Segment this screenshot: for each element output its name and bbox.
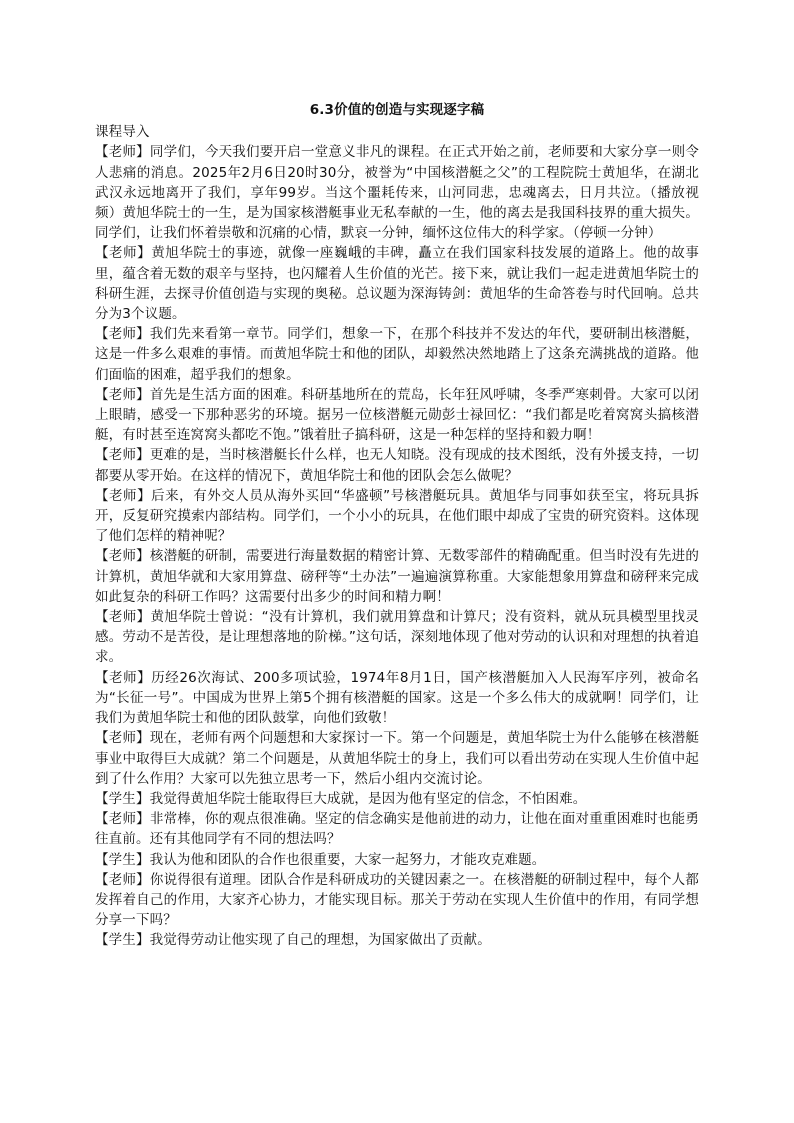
transcript-paragraph <box>95 809 699 849</box>
paragraph-text: 首先是生活方面的困难。科研基地所在的荒岛，长年狂风呼啸，冬季严寒刺骨。大家可以闭上眼睛，感受一下那种恶劣的环境。据另一位核潜艇元勋彭士禄回忆：“我们都是吃着窝窝头搞核潜艇，有时甚至连窝窝头都吃不饱。”饿着肚子搞科研，这是一种怎样的坚持和毅力啊！ <box>95 386 699 444</box>
paragraph-text: 更难的是，当时核潜艇长什么样，也无人知晓。没有现成的技术图纸，没有外援支持，一切都要从零开始。在这样的情况下，黄旭华院士和他的团队会怎么做呢？ <box>95 447 699 484</box>
paragraph-text: 现在，老师有两个问题想和大家探讨一下。第一个问题是，黄旭华院士为什么能够在核潜艇事业中取得巨大成就？第二个问题是，从黄旭华院士的身上，我们可以看出劳动在实现人生价值中起到了什么作用？大家可以先独立思考一下，然后小组内交流讨论。 <box>95 730 699 787</box>
transcript-paragraph <box>95 385 699 446</box>
speaker-label: 【学生】 <box>95 790 150 807</box>
speaker-label: 【老师】 <box>95 447 150 464</box>
speaker-label: 【学生】 <box>95 851 150 868</box>
speaker-label: 【老师】 <box>95 487 152 504</box>
transcript-paragraph <box>95 486 699 547</box>
transcript-paragraph <box>95 870 699 931</box>
speaker-label: 【老师】 <box>95 669 152 686</box>
speaker-label: 【老师】 <box>95 144 150 161</box>
transcript-paragraph <box>95 850 699 870</box>
paragraph-text: 黄旭华院士的事迹，就像一座巍峨的丰碑，矗立在我们国家科技发展的道路上。他的故事里，蕴含着无数的艰辛与坚持，也闪耀着人生价值的光芒。接下来，就让我们一起走进黄旭华院士的科研生涯，去探寻价值创造与实现的奥秘。总议题为深海铸剑：黄旭华的生命答卷与时代回响。总共分为3个议题。 <box>95 245 699 323</box>
paragraph-text: 我们先来看第一章节。同学们，想象一下，在那个科技并不发达的年代，要研制出核潜艇，这是一件多么艰难的事情。而黄旭华院士和他的团队，却毅然决然地踏上了这条充满挑战的道路。他们面临的困难，超乎我们的想象。 <box>95 326 699 383</box>
paragraph-text: 我觉得黄旭华院士能取得巨大成就，是因为他有坚定的信念，不怕困难。 <box>149 790 587 807</box>
document-page <box>95 100 699 951</box>
speaker-label: 【老师】 <box>95 326 150 343</box>
speaker-label: 【老师】 <box>95 871 150 888</box>
paragraph-text: 后来，有外交人员从海外买回“华盛顿”号核潜艇玩具。黄旭华与同事如获至宝，将玩具拆开，反复研究摸索内部结构。同学们，一个小小的玩具，在他们眼中却成了宝贵的研究资料。这体现了他们怎样的精神呢？ <box>95 487 699 545</box>
transcript-paragraph <box>95 324 699 385</box>
transcript-body <box>95 142 699 950</box>
transcript-paragraph <box>95 728 699 789</box>
paragraph-text: 黄旭华院士曾说：“没有计算机，我们就用算盘和计算尺；没有资料，就从玩具模型里找灵感。劳动不是苦役，是让理想落地的阶梯。”这句话，深刻地体现了他对劳动的认识和对理想的执着追求。 <box>95 609 699 666</box>
section-heading: 课程导入 <box>95 124 150 141</box>
transcript-paragraph <box>95 546 699 607</box>
speaker-label: 【老师】 <box>95 811 150 828</box>
speaker-label: 【老师】 <box>95 548 150 565</box>
paragraph-text: 核潜艇的研制，需要进行海量数据的精密计算、无数零部件的精确配重。但当时没有先进的计算机，黄旭华就和大家用算盘、磅秤等“土办法”一遍遍演算称重。大家能想象用算盘和磅秤来完成如此复杂的科研工作吗？这需要付出多少的时间和精力啊！ <box>95 548 699 605</box>
paragraph-text: 非常棒，你的观点很准确。坚定的信念确实是他前进的动力，让他在面对重重困难时也能勇往直前。还有其他同学有不同的想法吗？ <box>95 811 699 848</box>
transcript-paragraph <box>95 789 699 809</box>
speaker-label: 【老师】 <box>95 386 150 403</box>
paragraph-text: 历经26次海试、200多项试验，1974年8月1日，国产核潜艇加入人民海军序列，被命名为“长征一号”。中国成为世界上第5个拥有核潜艇的国家。这是一个多么伟大的成就啊！同学们，让我们为黄旭华院士和他的团队鼓掌，向他们致敬！ <box>95 669 699 727</box>
transcript-paragraph <box>95 668 699 729</box>
speaker-label: 【老师】 <box>95 609 151 626</box>
paragraph-text: 我觉得劳动让他实现了自己的理想，为国家做出了贡献。 <box>149 932 491 949</box>
speaker-label: 【老师】 <box>95 245 152 262</box>
document-title: 6.3价值的创造与实现逐字稿 <box>309 102 485 118</box>
speaker-label: 【学生】 <box>95 932 150 949</box>
transcript-paragraph <box>95 445 699 485</box>
paragraph-text: 你说得很有道理。团队合作是科研成功的关键因素之一。在核潜艇的研制过程中，每个人都发挥着自己的作用，大家齐心协力，才能实现目标。那关于劳动在实现人生价值中的作用，有同学想分享一下吗？ <box>95 871 699 929</box>
paragraph-text: 同学们，今天我们要开启一堂意义非凡的课程。在正式开始之前，老师要和大家分享一则令人悲痛的消息。2025年2月6日20时30分，被誉为“中国核潜艇之父”的工程院院士黄旭华，在湖北武汉永远地离开了我们，享年99岁。当这个噩耗传来，山河同悲，忠魂离去，日月共泣。（播放视频）黄旭华院士的一生，是为国家核潜艇事业无私奉献的一生，他的离去是我国科技界的重大损失。同学们，让我们怀着崇敬和沉痛的心情，默哀一分钟，缅怀这位伟大的科学家。（停顿一分钟） <box>95 144 699 242</box>
speaker-label: 【老师】 <box>95 730 150 747</box>
transcript-paragraph <box>95 243 699 324</box>
transcript-paragraph <box>95 607 699 668</box>
transcript-paragraph <box>95 142 699 243</box>
paragraph-text: 我认为他和团队的合作也很重要，大家一起努力，才能攻克难题。 <box>149 851 546 868</box>
transcript-paragraph <box>95 930 699 950</box>
